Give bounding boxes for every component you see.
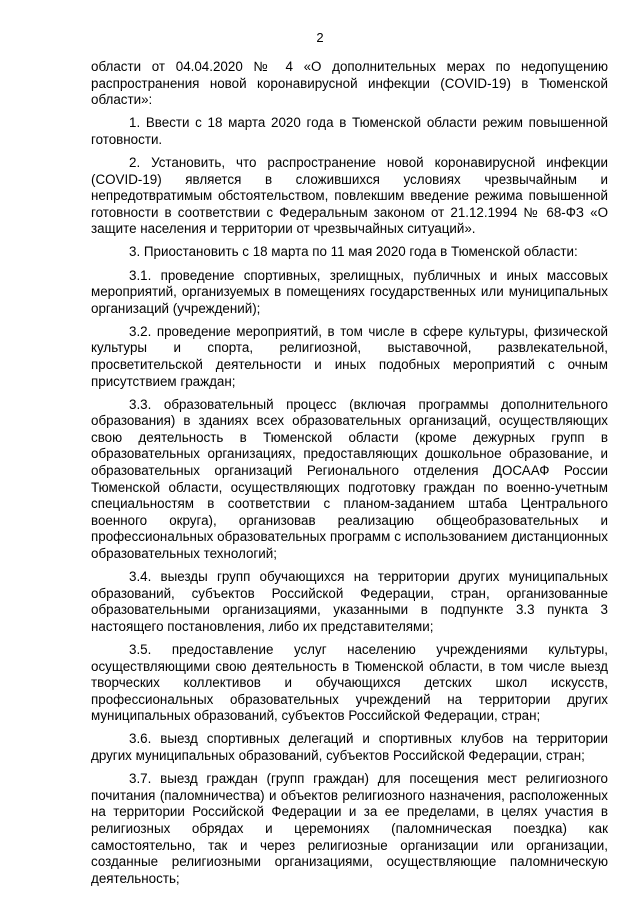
page-number: 2 — [316, 30, 324, 45]
document-body — [91, 59, 608, 894]
paragraph-3-1: 3.1. проведение спортивных, зрелищных, публичных и иных массовых мероприятий, организуемых в помещениях государственных или муниципальных организаций (учреждений); — [91, 267, 608, 316]
paragraph-3-7: 3.7. выезд граждан (групп граждан) для посещения мест религиозного почитания (паломничества) и объектов религиозного назначения, расположенных на территории Российской Федерации и за ее пределами, в целях участия в религиозных обрядах и церемониях (паломническая поездка) как самостоятельно, так и через религиозные организации или организации, созданные религиозными организациями, осуществляющие паломническую деятельность; — [91, 771, 608, 886]
paragraph-3-5: 3.5. предоставление услуг населению учреждениями культуры, осуществляющими свою деятельность в Тюменской области, в том числе выезд творческих коллективов и обучающихся детских школ искусств, профессиональных образовательных учреждений на территории других муниципальных образований, субъектов Российской Федерации, стран; — [91, 642, 608, 724]
paragraph-1: 1. Ввести с 18 марта 2020 года в Тюменской области режим повышенной готовности. — [91, 115, 608, 147]
paragraph-3-4: 3.4. выезды групп обучающихся на территории других муниципальных образований, субъектов Российской Федерации, стран, организованные образовательными организациями, указанными в подпункте 3.3 пункта 3 настоящего постановления, либо их представителями; — [91, 569, 608, 634]
paragraph-3-6: 3.6. выезд спортивных делегаций и спортивных клубов на территории других муниципальных образований, субъектов Российской Федерации, стран; — [91, 731, 608, 764]
paragraph-2: 2. Установить, что распространение новой коронавирусной инфекции (COVID-19) является в сложившихся условиях чрезвычайным и непредотвратимым обстоятельством, повлекшим введение режима повышенной готовности в соответствии с Федеральным законом от 21.12.1994 № 68-ФЗ «О защите населения и территории от чрезвычайных ситуаций». — [91, 154, 608, 237]
paragraph-3-2: 3.2. проведение мероприятий, в том числе в сфере культуры, физической культуры и спорта, религиозной, выставочной, развлекательной, просветительской деятельности и иных подобных мероприятий с очным присутствием граждан; — [91, 323, 608, 389]
paragraph-3: 3. Приостановить с 18 марта по 11 мая 2020 года в Тюменской области: — [129, 244, 578, 260]
paragraph-3-3: 3.3. образовательный процесс (включая программы дополнительного образования) в зданиях всех образовательных организаций, осуществляющих свою деятельность в Тюменской области (кроме дежурных групп в образовательных организациях, предоставляющих дошкольное образование, и образовательных организаций Регионального отделения ДОСААФ России Тюменской области, осуществляющих подготовку граждан по военно-учетным специальностям в соответствии с планом-заданием штаба Центрального военного округа), организовав реализацию общеобразовательных и профессиональных образовательных программ с использованием дистанционных образовательных технологий; — [91, 396, 608, 562]
paragraph-continuation: области от 04.04.2020 № 4 «О дополнительных мерах по недопущению распространения новой коронавирусной инфекции (COVID-19) в Тюменской области»: — [91, 59, 608, 108]
